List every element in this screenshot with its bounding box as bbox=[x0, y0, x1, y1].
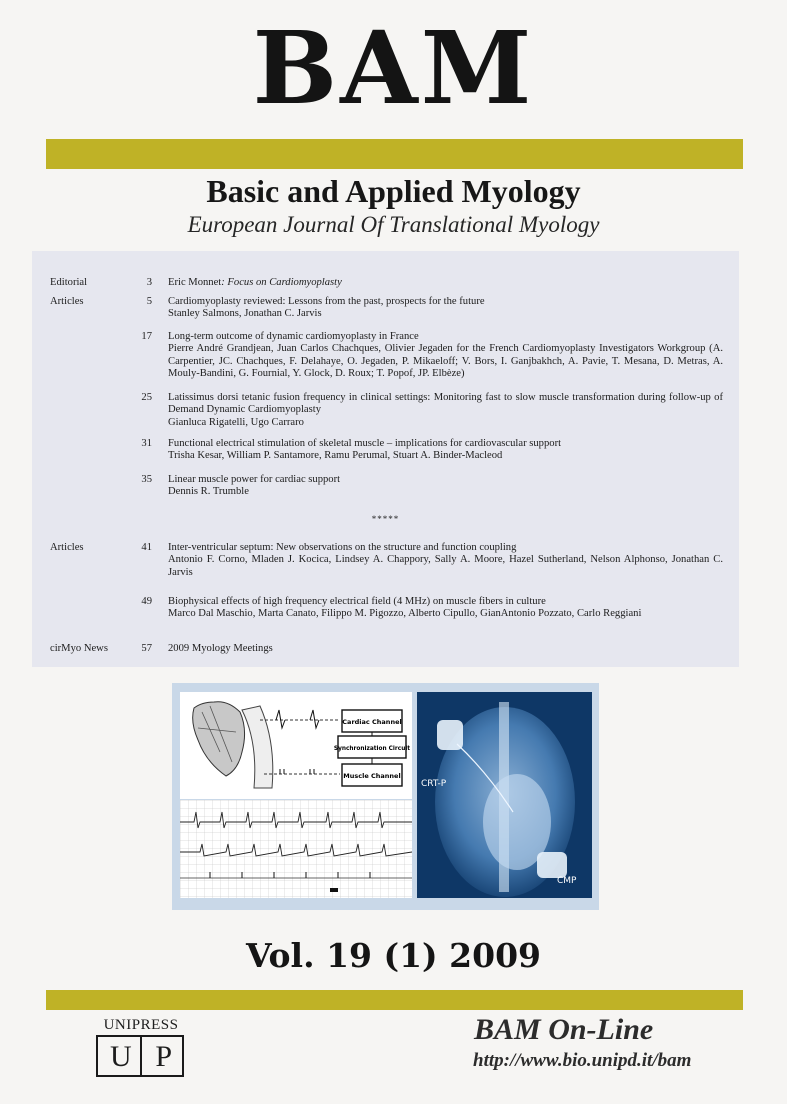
toc-title: 2009 Myology Meetings bbox=[168, 643, 273, 654]
toc-section: Editorial bbox=[50, 277, 88, 288]
volume-label: Vol. 19 (1) 2009 bbox=[245, 936, 542, 975]
journal-subtitle: European Journal Of Translational Myology bbox=[187, 212, 600, 237]
toc-authors: Dennis R. Trumble bbox=[168, 486, 249, 498]
toc-page: 35 bbox=[141, 474, 152, 485]
toc-title: Long-term outcome of dynamic cardiomyoplasty in France bbox=[168, 331, 419, 342]
toc-title: Linear muscle power for cardiac support bbox=[168, 474, 341, 485]
toc-page: 25 bbox=[141, 392, 152, 403]
toc-title: Biophysical effects of high frequency electrical field (4 MHz) on muscle fibers in culture bbox=[168, 596, 546, 607]
toc-page: 5 bbox=[146, 296, 152, 307]
publisher-name: UNIPRESS bbox=[103, 1017, 179, 1033]
logo-letter: U bbox=[110, 1040, 132, 1073]
toc-authors: Pierre André Grandjean, Juan Carlos Chachques, Olivier Jegaden for the French Cardiomyoplasty Investigators Workgroup (A. Carpentier, JC. Chachques, F. Delahaye, O. Jegaden, P. Mikaeloff; V. Bors, I. Ganjbakhch, A. Pavie, T. Mesana, D. Metras, A. Mouly-Bandini, G. Fournial, Y. Glock, D. Roux; T. Popof, JP. Elbèze) bbox=[168, 343, 723, 380]
logo-divider bbox=[140, 1037, 142, 1075]
toc-page: 49 bbox=[141, 596, 152, 607]
toc-authors: Trisha Kesar, William P. Santamore, Ramu Perumal, Stuart A. Binder-Macleod bbox=[168, 450, 503, 462]
online-title: BAM On-Line bbox=[474, 1013, 654, 1046]
diagram-box-label: Synchronization Circuit bbox=[333, 746, 411, 752]
toc-authors: Gianluca Rigatelli, Ugo Carraro bbox=[168, 416, 304, 428]
toc-section: Articles bbox=[50, 542, 84, 553]
toc-title: Cardiomyoplasty reviewed: Lessons from the past, prospects for the future bbox=[168, 296, 485, 307]
toc-title: Functional electrical stimulation of skeletal muscle – implications for cardiovascular support bbox=[168, 438, 562, 449]
toc-page: 41 bbox=[141, 542, 152, 553]
toc-author: Eric Monnet bbox=[168, 277, 222, 288]
toc-section: cirMyo News bbox=[50, 643, 108, 654]
toc-page: 17 bbox=[141, 331, 152, 342]
toc-title: : Focus on Cardiomyoplasty bbox=[221, 277, 342, 288]
xray-label: CMP bbox=[557, 876, 577, 886]
toc-page: 31 bbox=[141, 438, 152, 449]
xray-label: CRT-P bbox=[421, 779, 447, 789]
toc-authors: Stanley Salmons, Jonathan C. Jarvis bbox=[168, 308, 322, 320]
separator: ***** bbox=[371, 514, 400, 524]
publisher-logo bbox=[96, 1035, 184, 1077]
toc-authors: Marco Dal Maschio, Marta Canato, Filippo M. Pigozzo, Alberto Cipullo, GianAntonio Pozzato, Carlo Reggiani bbox=[168, 608, 642, 620]
block-diagram bbox=[180, 692, 412, 799]
accent-bar-top bbox=[46, 139, 743, 169]
toc-title: Latissimus dorsi tetanic fusion frequency in clinical settings: Monitoring fast to slow muscle transformation during follow-up of Demand Dynamic Cardiomyoplasty bbox=[168, 392, 723, 416]
journal-title: Basic and Applied Myology bbox=[206, 173, 581, 209]
logo-letter: P bbox=[155, 1040, 172, 1073]
chest-xray bbox=[417, 692, 592, 898]
toc-page: 57 bbox=[141, 643, 152, 654]
masthead: BAM bbox=[252, 9, 535, 127]
diagram-box-label: Muscle Channel bbox=[343, 772, 401, 780]
toc-authors: Antonio F. Corno, Mladen J. Kocica, Lindsey A. Chappory, Sally A. Moore, Hazel Sutherland, Nelson Alphonso, Jonathan C. Jarvis bbox=[168, 554, 723, 578]
table-of-contents bbox=[32, 251, 739, 667]
accent-bar-bottom bbox=[46, 990, 743, 1010]
toc-title: Inter-ventricular septum: New observations on the structure and function coupling bbox=[168, 542, 517, 553]
website-link[interactable]: http://www.bio.unipd.it/bam bbox=[473, 1050, 692, 1071]
ecg-strip bbox=[180, 800, 412, 898]
toc-section: Articles bbox=[50, 296, 84, 307]
toc-page: 3 bbox=[146, 277, 152, 288]
diagram-box-label: Cardiac Channel bbox=[342, 718, 402, 726]
